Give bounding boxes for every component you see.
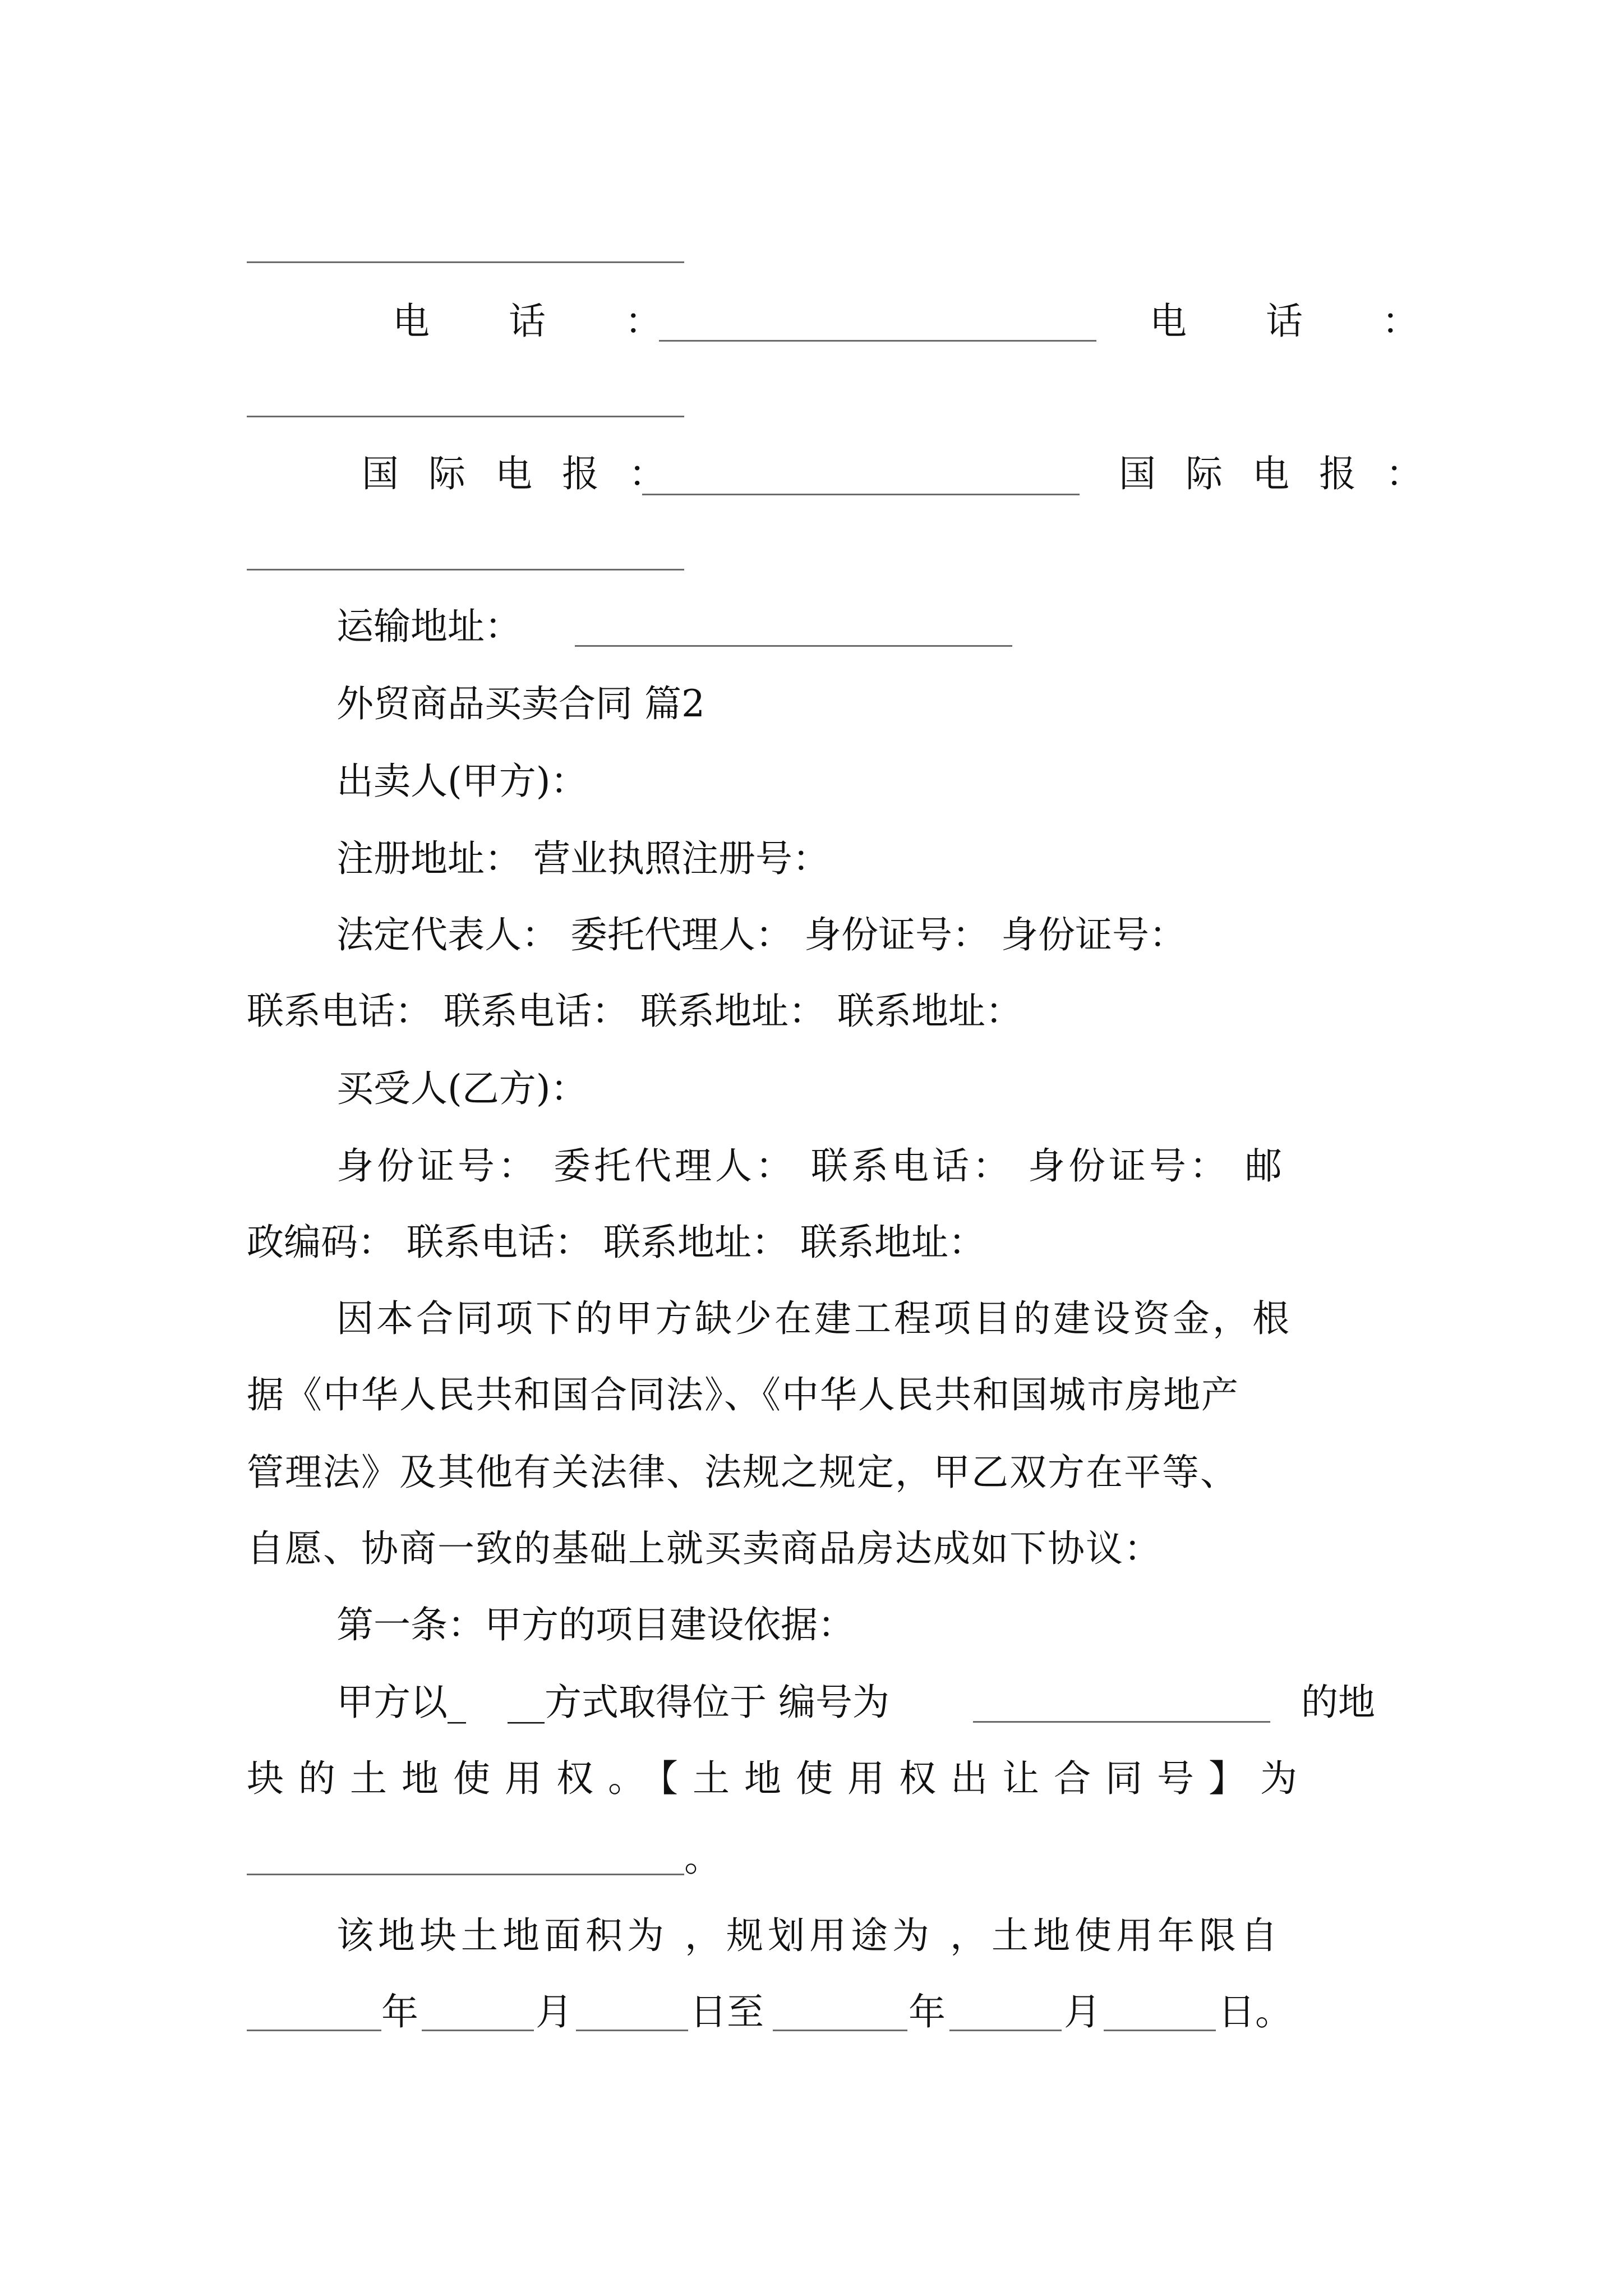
contact-line-1: 联系电话： 联系电话： 联系地址： 联系地址： [247,990,1022,1033]
telegraph-label-a: 国 际 电 报 ： [362,452,675,495]
land-line-a-start: 甲方以_ [336,1681,466,1724]
start-year-blank [247,2030,381,2031]
end-month-blank [949,2030,1062,2031]
section-title: 外贸商品买卖合同 篇2 [336,682,705,725]
para1-line-b: 据《中华人民共和国合同法》、《中华人民共和国城市房地产 [247,1373,1239,1416]
parcel-number-blank [973,1721,1270,1723]
phone-label-a: 电 话 ： [393,300,695,343]
id-line-a [336,1141,1385,1191]
end-day-label: 日。 [1218,1990,1292,2033]
land-line-a-end: 的地 [1301,1681,1375,1724]
buyer-line: 买受人(乙方)： [336,1067,588,1110]
shipping-address-blank [575,645,1012,647]
telegraph-label-b: 国 际 电 报 ： [1119,452,1432,495]
area-line: 该地块土地面积为 ，规划用途为 ，土地使用年限自 [336,1914,1282,1957]
start-year-label: 年 [381,1990,418,2033]
seller-line: 出卖人(甲方)： [336,760,588,803]
start-day-label: 日至 [690,1990,764,2033]
end-year-blank [773,2030,907,2031]
para1-line-a: 因本合同项下的甲方缺少在建工程项目的建设资金，根 [336,1297,1292,1340]
end-month-label: 月 [1064,1990,1101,2033]
legal-rep-line: 法定代表人： 委托代理人： 身份证号： 身份证号： [336,913,1186,956]
land-line-c-end: 。 [684,1837,721,1880]
shipping-address-label: 运输地址： [336,605,522,648]
end-day-blank [1104,2030,1216,2031]
id-line-a-text: 身份证号： 委托代理人： 联系电话： 身份证号： 邮 [336,1144,1285,1188]
start-month-blank [422,2030,534,2031]
start-month-label: 月 [536,1990,573,2033]
land-line-b: 块的土地使用权。【土地使用权出让合同号】为 [247,1757,1312,1800]
article1-heading: 第一条：甲方的项目建设依据： [336,1603,855,1646]
para1-line-c: 管理法》及其他有关法律、法规之规定，甲乙双方在平等、 [247,1451,1238,1494]
phone-blank-a [659,340,1096,342]
id-line-b: 政编码： 联系电话： 联系地址： 联系地址： [247,1221,985,1264]
phone-label-b: 电 话 ： [1150,300,1453,343]
land-line-a-mid: __方式取得位于 编号为 [508,1681,889,1724]
para1-line-d: 自愿、协商一致的基础上就买卖商品房达成如下协议： [247,1527,1162,1570]
blank-line-top [247,261,684,263]
end-year-label: 年 [909,1990,946,2033]
reg-address-line: 注册地址： 营业执照注册号： [336,837,829,880]
start-day-blank [576,2030,688,2031]
telegraph-blank-b [247,569,684,570]
phone-blank-b [247,416,684,417]
telegraph-blank-a [642,494,1080,495]
contract-number-blank [247,1874,684,1875]
